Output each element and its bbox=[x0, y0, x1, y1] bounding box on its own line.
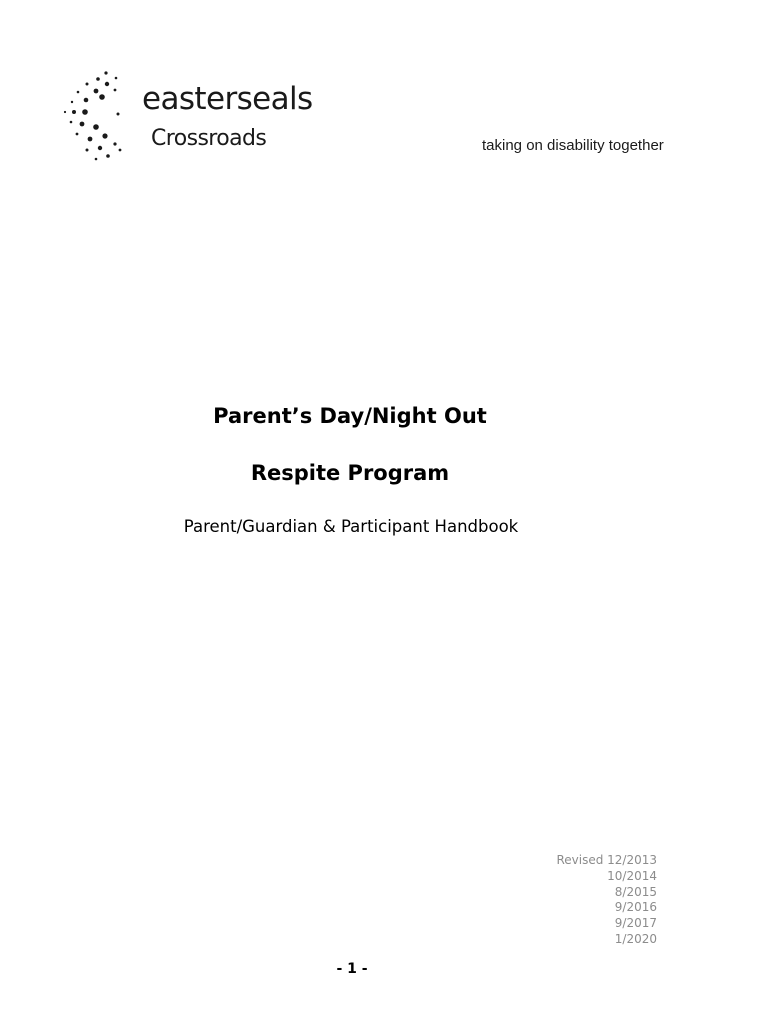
document-title: Parent’s Day/Night Out bbox=[213, 404, 487, 428]
tagline: taking on disability together bbox=[482, 137, 664, 154]
revision-line: Revised 12/2013 bbox=[556, 853, 657, 867]
revision-line: 10/2014 bbox=[607, 868, 657, 883]
program-title: Respite Program bbox=[250, 461, 450, 485]
revision-dates bbox=[556, 853, 657, 948]
page-number: - 1 - bbox=[336, 961, 368, 977]
revision-line: 8/2015 bbox=[614, 884, 657, 899]
dot-burst-logo-icon bbox=[60, 64, 130, 164]
logo-wordmark-crossroads: Crossroads bbox=[151, 126, 267, 151]
revision-line: 9/2016 bbox=[614, 900, 657, 915]
document-subtitle: Parent/Guardian & Participant Handbook bbox=[183, 517, 519, 536]
revision-line: 9/2017 bbox=[614, 916, 657, 931]
logo-wordmark-easterseals: easterseals bbox=[142, 81, 313, 117]
easterseals-logo bbox=[60, 64, 313, 164]
revision-line: 1/2020 bbox=[614, 931, 657, 946]
